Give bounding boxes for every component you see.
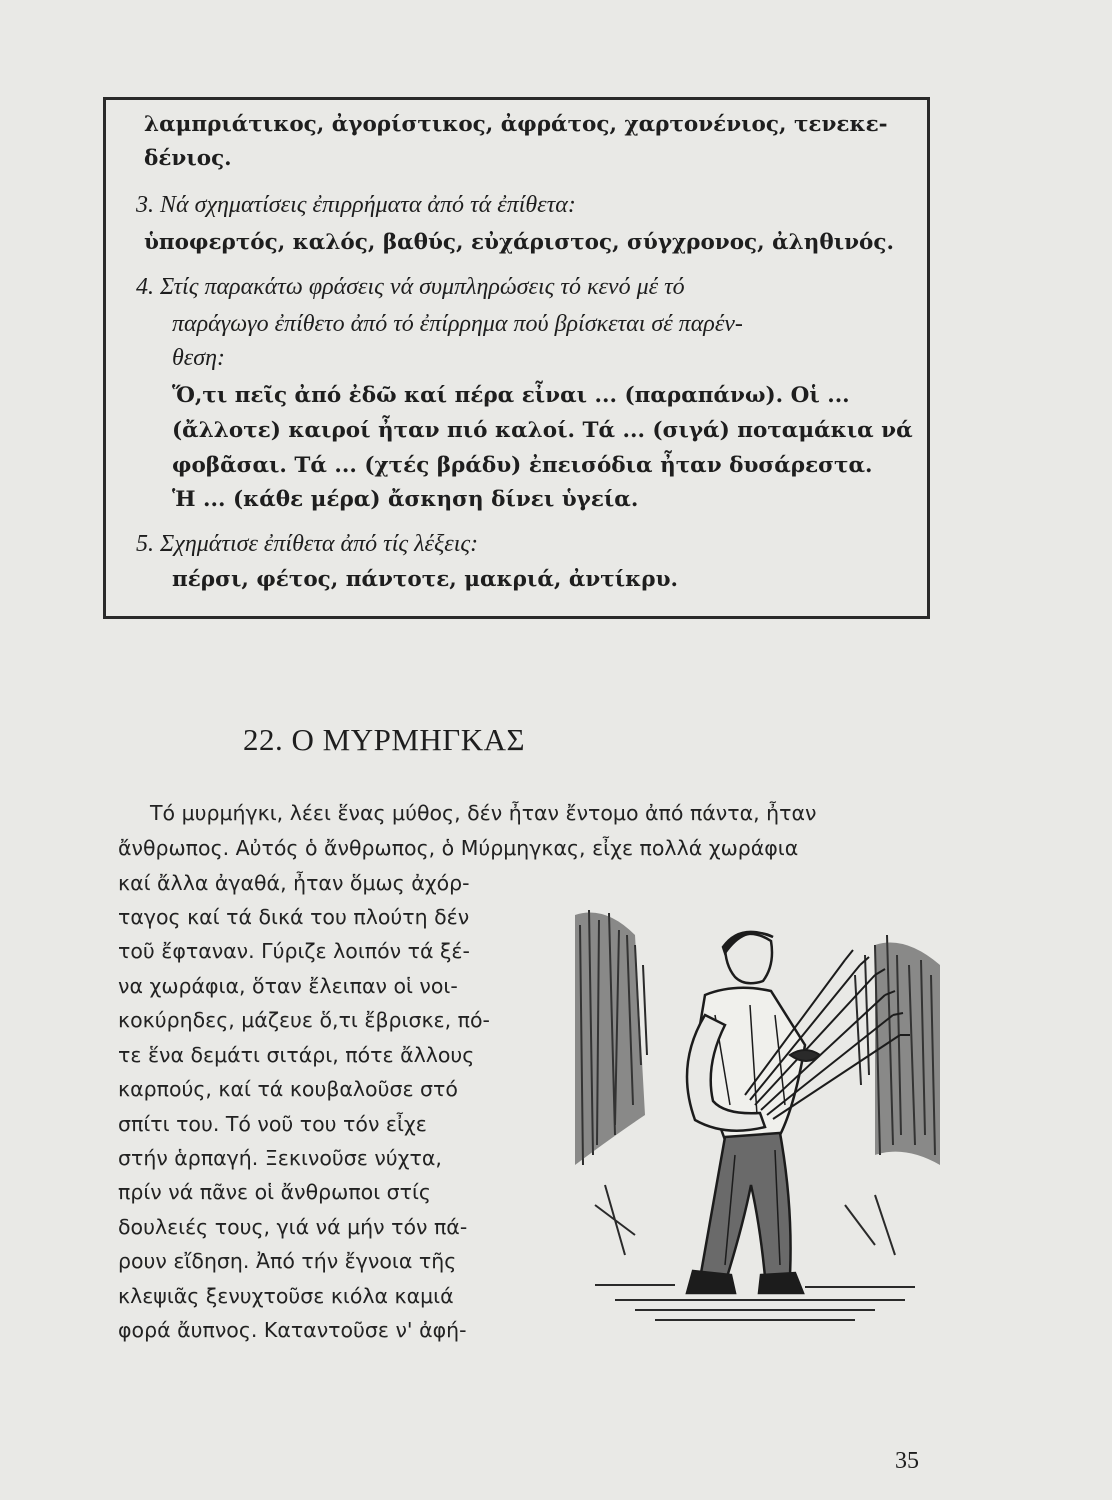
story-line: καρπούς, καί τά κουβαλοῦσε στό xyxy=(118,1077,458,1101)
farmer-figure xyxy=(687,932,805,1293)
story-line: σπίτι του. Τό νοῦ του τόν εἶχε xyxy=(118,1112,427,1136)
page-number: 35 xyxy=(895,1448,919,1474)
story-line: τοῦ ἔφταναν. Γύριζε λοιπόν τά ξέ- xyxy=(118,939,470,963)
story-line: ἄνθρωπος. Αὐτός ὁ ἄνθρωπος, ὁ Μύρμηγκας, εἶχε πολλά χωράφια xyxy=(118,836,799,860)
story-line: τε ἕνα δεμάτι σιτάρι, πότε ἄλλους xyxy=(118,1043,475,1067)
story-line: πρίν νά πᾶνε οἱ ἄνθρωποι στίς xyxy=(118,1180,431,1204)
story-line: να χωράφια, ὅταν ἔλειπαν οἱ νοι- xyxy=(118,974,458,998)
exercise-item-4-text-line-1: Ὅ,τι πεῖς ἀπό ἐδῶ καί πέρα εἶναι ... (παραπάνω). Οἱ ... xyxy=(172,383,850,408)
exercise-box xyxy=(103,97,930,619)
exercise-continuation-line-2: δένιος. xyxy=(144,146,232,171)
exercise-item-5-prompt: 5. Σχημάτισε ἐπίθετα ἀπό τίς λέξεις: xyxy=(136,531,479,557)
story-line: στήν ἁρπαγή. Ξεκινοῦσε νύχτα, xyxy=(118,1146,442,1170)
exercise-item-5-words: πέρσι, φέτος, πάντοτε, μακριά, ἀντίκρυ. xyxy=(172,567,678,592)
story-line: ρουν εἴδηση. Ἀπό τήν ἔγνοια τῆς xyxy=(118,1249,457,1273)
farmer-with-wheat-illustration xyxy=(575,905,940,1345)
exercise-item-4-prompt-line-3: θεση: xyxy=(172,345,225,371)
exercise-item-4-prompt-line-1: 4. Στίς παρακάτω φράσεις νά συμπληρώσεις τό κενό μέ τό xyxy=(136,274,685,300)
story-line: κοκύρηδες, μάζευε ὅ,τι ἔβρισκε, πό- xyxy=(118,1008,490,1032)
story-line: καί ἄλλα ἀγαθά, ἦταν ὅμως ἀχόρ- xyxy=(118,871,470,895)
chapter-title: 22. Ο ΜΥΡΜΗΓΚΑΣ xyxy=(243,722,526,757)
story-line: ταγος καί τά δικά του πλούτη δέν xyxy=(118,905,470,929)
story-line: φορά ἄυπνος. Καταντοῦσε ν' ἀφή- xyxy=(118,1318,467,1342)
exercise-item-3-prompt: 3. Νά σχηματίσεις ἐπιρρήματα ἀπό τά ἐπίθετα: xyxy=(136,192,576,218)
exercise-continuation-line-1: λαμπριάτικος, ἀγορίστικος, ἀφράτος, χαρτονένιος, τενεκε- xyxy=(144,112,888,137)
exercise-item-4-prompt-line-2: παράγωγο ἐπίθετο ἀπό τό ἐπίρρημα πού βρίσκεται σέ παρέν- xyxy=(172,311,743,337)
exercise-item-4-text-line-4: Ἡ ... (κάθε μέρα) ἄσκηση δίνει ὑγεία. xyxy=(172,487,639,512)
story-line: Τό μυρμήγκι, λέει ἕνας μύθος, δέν ἦταν ἔντομο ἀπό πάντα, ἦταν xyxy=(150,801,817,825)
story-line: κλεψιᾶς ξενυχτοῦσε κιόλα καμιά xyxy=(118,1284,454,1308)
exercise-item-4-text-line-2: (ἄλλοτε) καιροί ἦταν πιό καλοί. Τά ... (σιγά) ποταμάκια νά xyxy=(172,418,913,443)
story-line: δουλειές τους, γιά νά μήν τόν πά- xyxy=(118,1215,468,1239)
exercise-item-3-words: ὑποφερτός, καλός, βαθύς, εὐχάριστος, σύγχρονος, ἀληθινός. xyxy=(144,230,894,255)
exercise-item-4-text-line-3: φοβᾶσαι. Τά ... (χτές βράδυ) ἐπεισόδια ἦταν δυσάρεστα. xyxy=(172,453,873,478)
